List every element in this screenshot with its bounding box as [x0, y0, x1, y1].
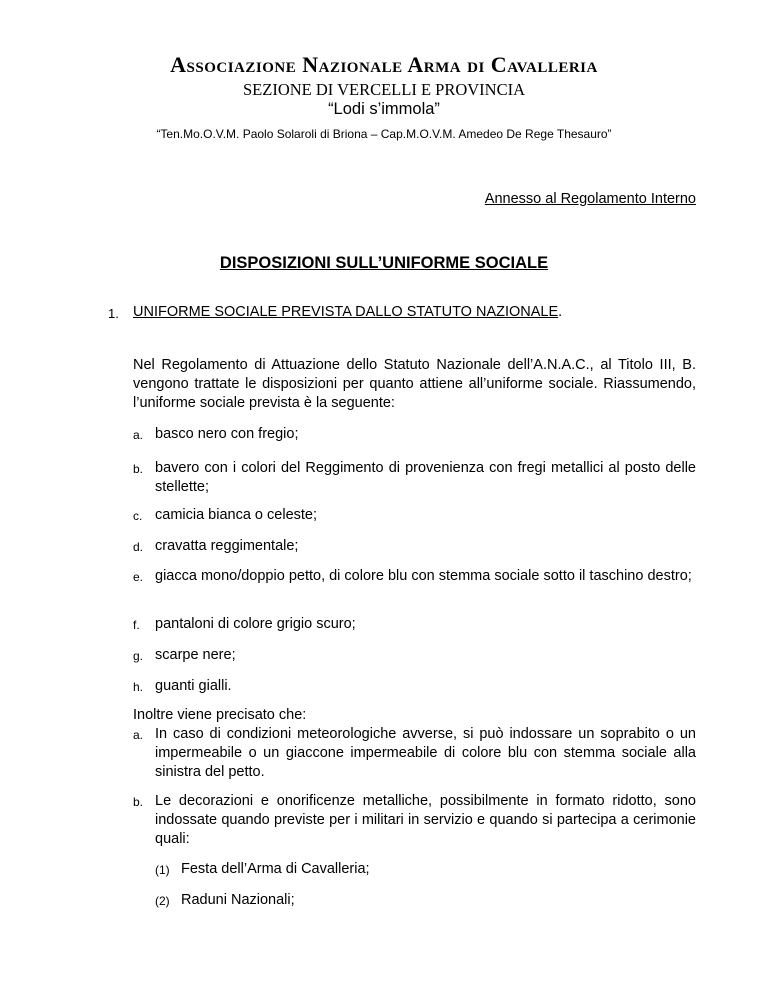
- intro-paragraph: Nel Regolamento di Attuazione dello Statuto Nazionale dell’A.N.A.C., al Titolo III, B. vengono trattate le disposizioni per quanto attiene all’uniforme sociale. Riassumendo, l’uniforme sociale prevista è la seguente:: [133, 357, 696, 411]
- list-item-label: d.: [133, 540, 144, 554]
- list-item: [133, 677, 696, 696]
- note-item-label: b.: [133, 795, 144, 809]
- ceremony-item-label: (1): [155, 863, 170, 877]
- section-heading: [133, 304, 562, 320]
- list-item-label: e.: [133, 570, 144, 584]
- note-item: [133, 792, 696, 849]
- note-item-text: In caso di condizioni meteorologiche avverse, si può indossare un soprabito o un impermeabile o un giaccone impermeabile di colore blu con stemma sociale alla sinistra del petto.: [155, 726, 696, 780]
- ceremony-item-text: Raduni Nazionali;: [181, 892, 295, 908]
- section-heading-text: UNIFORME SOCIALE PREVISTA DALLO STATUTO NAZIONALE: [133, 304, 559, 320]
- section-heading-suffix: .: [558, 304, 563, 320]
- ceremony-item-text: Festa dell’Arma di Cavalleria;: [181, 861, 370, 877]
- annex-note: Annesso al Regolamento Interno: [484, 191, 696, 207]
- list-item-text: scarpe nere;: [155, 647, 236, 663]
- list-item: [133, 646, 696, 665]
- list-item-label: h.: [133, 680, 144, 694]
- list-item-text: pantaloni di colore grigio scuro;: [155, 616, 356, 632]
- list-item-text: cravatta reggimentale;: [155, 538, 299, 554]
- list-item-text: camicia bianca o celeste;: [155, 507, 317, 523]
- list-item: [133, 537, 696, 556]
- note-item: [133, 725, 696, 782]
- section-number: 1.: [108, 306, 119, 321]
- list-item-label: b.: [133, 462, 144, 476]
- note-item-text: Le decorazioni e onorificenze metalliche, possibilmente in formato ridotto, sono indossate quando previste per i militari in servizio e quando si partecipa a cerimonie quali:: [155, 793, 696, 847]
- list-item-label: f.: [133, 618, 140, 632]
- list-item: [133, 615, 696, 634]
- association-title: Associazione Nazionale Arma di Cavalleria: [170, 52, 598, 77]
- ceremony-item: [155, 860, 696, 879]
- list-item: [133, 459, 696, 497]
- list-item-text: guanti gialli.: [155, 678, 232, 694]
- ceremony-item-label: (2): [155, 894, 170, 908]
- dedication: “Ten.Mo.O.V.M. Paolo Solaroli di Briona – Cap.M.O.V.M. Amedeo De Rege Thesauro”: [156, 127, 612, 141]
- motto: “Lodi s’immola”: [328, 100, 440, 118]
- list-item: [133, 506, 696, 525]
- notes-lead: Inoltre viene precisato che:: [133, 707, 307, 723]
- list-item-label: a.: [133, 428, 144, 442]
- list-item-text: basco nero con fregio;: [155, 426, 299, 442]
- ceremony-item: [155, 891, 696, 910]
- list-item: [133, 567, 696, 586]
- document-title: DISPOSIZIONI SULL’UNIFORME SOCIALE: [219, 254, 549, 272]
- list-item-label: c.: [133, 509, 143, 523]
- list-item-text: giacca mono/doppio petto, di colore blu con stemma sociale sotto il taschino destro;: [155, 568, 692, 584]
- note-item-label: a.: [133, 728, 144, 742]
- list-item-label: g.: [133, 649, 144, 663]
- list-item-text: bavero con i colori del Reggimento di provenienza con fregi metallici al posto delle stellette;: [155, 460, 696, 495]
- section-name: SEZIONE DI VERCELLI E PROVINCIA: [242, 80, 525, 99]
- list-item: [133, 425, 696, 444]
